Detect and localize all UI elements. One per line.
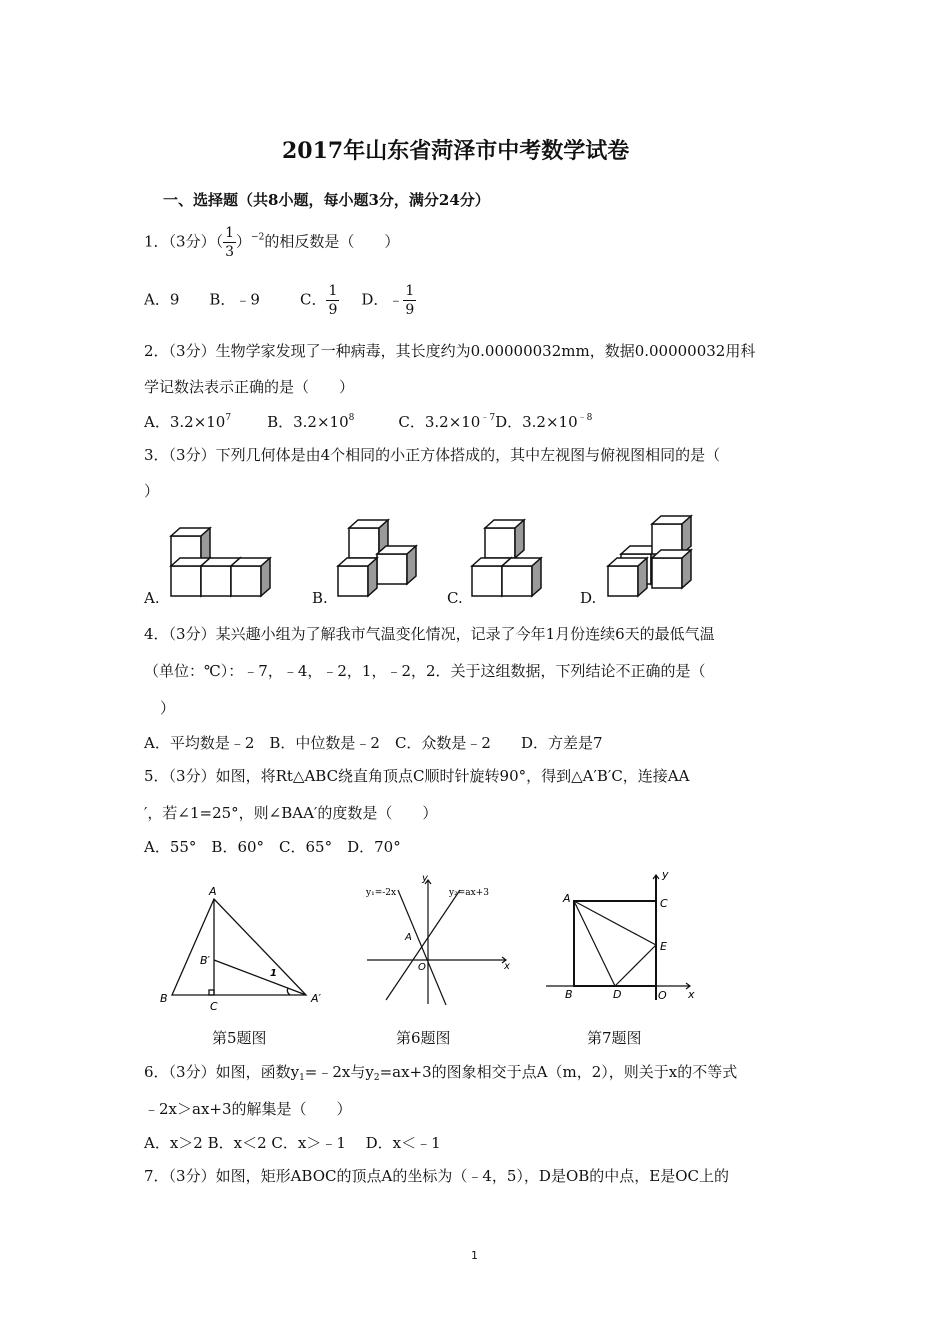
cube-figure-c xyxy=(472,520,541,596)
origin-label-7: O xyxy=(658,989,667,1002)
question-5-options: A．55° B．60° C．65° D．70° xyxy=(144,838,401,856)
question-2-options: A．$3.2\times 10^7$ B．$3.2\times 10^8$ C．$3.2\times 10^{﹣7}D$．$3.2\times 10^{﹣8}$ xyxy=(144,413,593,431)
option-label-a: A. xyxy=(144,589,160,607)
point-a-label-7: A xyxy=(563,892,571,905)
fraction: $\frac{1}{3}$ xyxy=(225,225,235,260)
question-3-line1: 3．（3分）下列几何体是由4个相同的小正方体搭成的，其中左视图与俯视图相同的是（ xyxy=(144,446,721,464)
figures-5-6-7 xyxy=(0,860,949,1020)
figure-6-caption: 第6题图 xyxy=(396,1029,451,1047)
page-number: 1 xyxy=(471,1249,478,1262)
question-5-line1: 5．（3分）如图，将Rt△ABC绕直角顶点C顺时针旋转90°，得到△A′B′C，连接AA xyxy=(144,767,690,785)
point-d-label-7: D xyxy=(613,988,622,1001)
question-5-line2: ′，若∠1=25°，则∠BAA′的度数是（ ） xyxy=(144,804,438,822)
figure-5 xyxy=(172,899,306,995)
figure-6 xyxy=(367,880,506,1005)
point-e-label-7: E xyxy=(660,940,667,953)
page-title: 2017年山东省菏泽市中考数学试卷 xyxy=(282,138,630,164)
option-label-b: B. xyxy=(312,589,328,607)
figure-5-caption: 第5题图 xyxy=(212,1029,267,1047)
cube-figure-a xyxy=(171,528,270,596)
point-c-label-7: C xyxy=(660,897,668,910)
section-heading: 一、选择题（共8小题，每小题3分，满分24分） xyxy=(163,191,490,209)
axis-x-label: x xyxy=(504,961,510,972)
cube-figure-d xyxy=(608,516,691,596)
question-2-line2: 学记数法表示正确的是（ ） xyxy=(144,378,355,396)
question-7-line1: 7．（3分）如图，矩形ABOC的顶点A的坐标为（﹣4，5），D是OB的中点，E是OC上的 xyxy=(144,1167,729,1185)
question-2-line1: 2．（3分）生物学家发现了一种病毒，其长度约为0.00000032mm，数据0.00000032用科 xyxy=(144,342,756,360)
axis-y-label: y xyxy=(422,873,428,884)
question-6-line2: ﹣2x＞ax+3的解集是（ ） xyxy=(144,1100,352,1118)
cube-figure-b xyxy=(338,520,416,596)
label-b: B xyxy=(160,992,168,1005)
label-c: C xyxy=(210,1000,218,1013)
exponent: −2 xyxy=(251,232,265,243)
line-y1-label: y₁=-2x xyxy=(366,888,397,898)
label-angle-1: 1 xyxy=(270,968,277,979)
option-label-d: D. xyxy=(580,589,597,607)
label-b-prime: B′ xyxy=(200,954,211,967)
question-6-options: A．x＞2 B．x＜2 C．x＞﹣1 D．x＜﹣1 xyxy=(144,1134,441,1152)
point-b-label-7: B xyxy=(565,988,573,1001)
question-4-line2: （单位：℃）：﹣7，﹣4，﹣2，1，﹣2，2．关于这组数据，下列结论不正确的是（ xyxy=(144,662,706,680)
question-4-line3: ） xyxy=(160,699,176,717)
origin-label: O xyxy=(418,962,426,973)
cube-figures xyxy=(0,0,949,620)
question-6-line1: 6．（3分）如图，函数$y_1=﹣2x$与$y_2=ax+3$的图象相交于点A（m，2），则关于x的不等式 xyxy=(144,1063,738,1083)
line-y2-label: y₂=ax+3 xyxy=(449,888,489,898)
question-4-options: A．平均数是﹣2 B．中位数是﹣2 C．众数是﹣2 D．方差是7 xyxy=(144,734,603,752)
question-4-line1: 4．（3分）某兴趣小组为了解我市气温变化情况，记录了今年1月份连续6天的最低气温 xyxy=(144,625,715,643)
label-a: A xyxy=(209,885,217,898)
question-1: 1．（3分）（ $\frac{1}{3}$ ）$^{-2}$的相反数是（ ） xyxy=(144,225,400,260)
axis-y-label-7: y xyxy=(662,868,669,881)
question-1-options: A．9 B．﹣9 C． $\frac{1}{9}$ D．﹣ $\frac{1}{9}$ xyxy=(144,283,415,318)
point-a-label: A xyxy=(405,932,412,943)
figure-7-caption: 第7题图 xyxy=(587,1029,642,1047)
axis-x-label-7: x xyxy=(688,988,695,1001)
option-label-c: C. xyxy=(447,589,463,607)
label-a-prime: A′ xyxy=(311,992,322,1005)
question-3-line2: ） xyxy=(144,482,160,500)
